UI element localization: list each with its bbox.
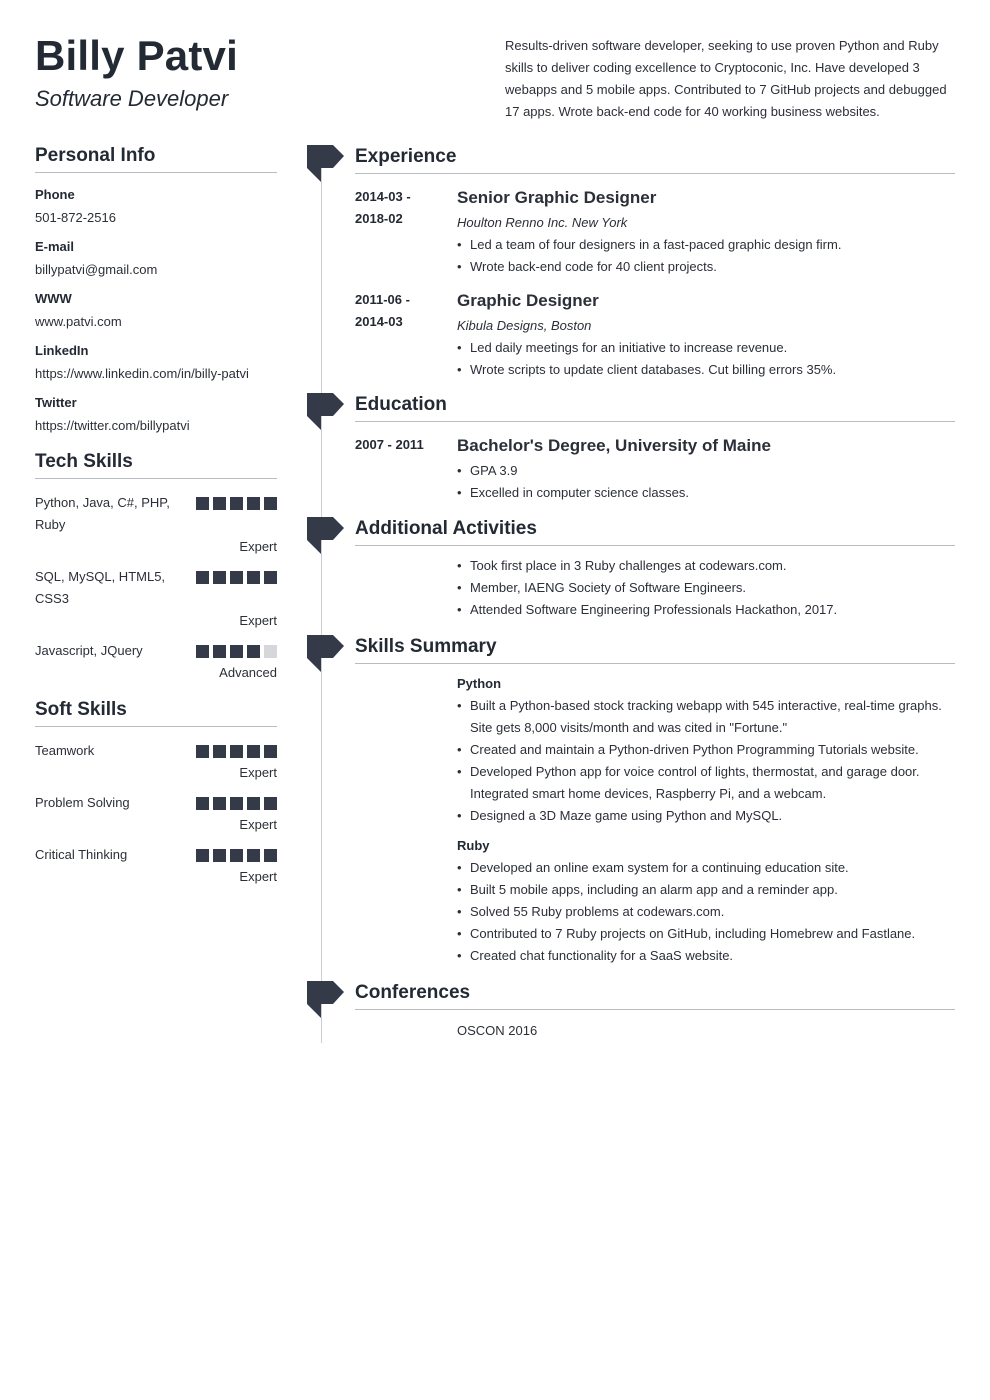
section-marker-icon (307, 981, 344, 1018)
skill-rating (196, 645, 277, 658)
activities-heading: Additional Activities (355, 518, 955, 546)
company-name: Kibula Designs, Boston (457, 318, 592, 333)
rating-square-icon (264, 745, 277, 758)
skill-row (35, 844, 277, 887)
section-marker-icon (307, 145, 344, 182)
skill-level: Expert (239, 613, 277, 628)
bullet-item: • Developed Python app for voice control of lights, thermostat, and garage door. Integrated smart home devices, Raspberry Pi, and a webcam. (457, 761, 955, 805)
rating-square-icon (247, 571, 260, 584)
personal-info-heading: Personal Info (35, 145, 277, 173)
twitter-value: https://twitter.com/billypatvi (35, 418, 190, 433)
skill-group-name: Ruby (457, 838, 490, 853)
skill-name: Problem Solving (35, 795, 130, 810)
skill-rating (196, 497, 277, 510)
experience-section (355, 146, 955, 381)
rating-square-icon (196, 797, 209, 810)
skill-row (35, 740, 277, 783)
rating-square-icon (196, 497, 209, 510)
rating-square-icon (196, 849, 209, 862)
bullet-item: • Took first place in 3 Ruby challenges at codewars.com. (457, 555, 955, 577)
personal-info-list (35, 186, 277, 436)
skill-name: SQL, MySQL, HTML5, CSS3 (35, 569, 166, 606)
bullet-item: • Excelled in computer science classes. (457, 482, 955, 504)
candidate-title: Software Developer (35, 86, 229, 111)
rating-square-icon (213, 645, 226, 658)
rating-square-icon (213, 497, 226, 510)
email-value: billypatvi@gmail.com (35, 262, 158, 277)
rating-square-icon (247, 797, 260, 810)
bullet-item: • Led a team of four designers in a fast-paced graphic design firm. (457, 234, 955, 256)
bullet-item: • Designed a 3D Maze game using Python and MySQL. (457, 805, 955, 827)
rating-square-icon (264, 797, 277, 810)
linkedin-label: LinkedIn (35, 343, 89, 358)
rating-square-icon (264, 571, 277, 584)
skill-name: Python, Java, C#, PHP, Ruby (35, 495, 170, 532)
rating-square-icon (247, 645, 260, 658)
entry-dates: 2007 - 2011 (355, 437, 424, 452)
bullet-item: • Member, IAENG Society of Software Engineers. (457, 577, 955, 599)
rating-square-icon (230, 497, 243, 510)
bullet-item: • Attended Software Engineering Professionals Hackathon, 2017. (457, 599, 955, 621)
left-column (35, 145, 277, 896)
experience-heading: Experience (355, 146, 955, 174)
skill-name: Teamwork (35, 743, 95, 758)
activities-section (355, 518, 955, 621)
rating-square-icon (230, 849, 243, 862)
rating-square-icon (247, 745, 260, 758)
phone-value: 501-872-2516 (35, 210, 116, 225)
entry-dates: 2014-03 - 2018-02 (355, 189, 411, 226)
rating-square-icon (213, 849, 226, 862)
conferences-section (355, 982, 955, 1042)
tech-skills-heading: Tech Skills (35, 451, 277, 479)
skill-rating (196, 797, 277, 810)
education-section (355, 394, 955, 504)
rating-square-icon (230, 571, 243, 584)
rating-square-icon (264, 849, 277, 862)
phone-label: Phone (35, 187, 75, 202)
candidate-name: Billy Patvi (35, 32, 238, 79)
skill-level: Expert (239, 869, 277, 884)
bullet-item: • GPA 3.9 (457, 460, 955, 482)
soft-skills-list (35, 740, 277, 887)
degree-title: Bachelor's Degree, University of Maine (457, 436, 771, 455)
profile-summary: Results-driven software developer, seeking to use proven Python and Ruby skills to deliver coding excellence to Cryptoconic, Inc. Have developed 3 webapps and 5 mobile apps. Contributed to 7 GitHub projects and debugged 17 apps. Wrote back-end code for 40 working business websites. (505, 38, 947, 119)
entry-bullets (457, 460, 955, 504)
experience-entry (355, 289, 955, 381)
section-marker-icon (307, 517, 344, 554)
skill-row (35, 566, 277, 631)
rating-square-icon (230, 797, 243, 810)
tech-skills-list (35, 492, 277, 683)
bullet-item: • Solved 55 Ruby problems at codewars.com. (457, 901, 955, 923)
skill-group-name: Python (457, 676, 502, 691)
skill-level: Expert (239, 765, 277, 780)
rating-square-icon (196, 645, 209, 658)
education-entry (355, 434, 955, 504)
rating-square-icon (196, 745, 209, 758)
company-name: Houlton Renno Inc. New York (457, 215, 628, 230)
skill-row (35, 492, 277, 557)
entry-bullets (457, 337, 955, 381)
rating-square-icon (264, 645, 277, 658)
bullet-item: • Led daily meetings for an initiative to increase revenue. (457, 337, 955, 359)
skill-group-bullets (457, 857, 955, 967)
conferences-heading: Conferences (355, 982, 955, 1010)
twitter-label: Twitter (35, 395, 77, 410)
skill-row (35, 792, 277, 835)
rating-square-icon (213, 797, 226, 810)
rating-square-icon (247, 849, 260, 862)
linkedin-value: https://www.linkedin.com/in/billy-patvi (35, 366, 249, 381)
soft-skills-heading: Soft Skills (35, 699, 277, 727)
section-marker-icon (307, 635, 344, 672)
skill-name: Critical Thinking (35, 847, 128, 862)
skills-summary-heading: Skills Summary (355, 636, 955, 664)
activities-bullets (457, 555, 955, 621)
skills-summary-section (355, 636, 955, 967)
rating-square-icon (213, 571, 226, 584)
bullet-item: • Contributed to 7 Ruby projects on GitHub, including Homebrew and Fastlane. (457, 923, 955, 945)
rating-square-icon (264, 497, 277, 510)
conference-item: OSCON 2016 (457, 1023, 538, 1038)
skill-rating (196, 849, 277, 862)
skill-level: Expert (239, 539, 277, 554)
bullet-item: • Built 5 mobile apps, including an alarm app and a reminder app. (457, 879, 955, 901)
skill-rating (196, 745, 277, 758)
rating-square-icon (230, 645, 243, 658)
entry-dates: 2011-06 - 2014-03 (355, 292, 410, 329)
bullet-item: • Wrote back-end code for 40 client projects. (457, 256, 955, 278)
skill-level: Expert (239, 817, 277, 832)
skill-name: Javascript, JQuery (35, 643, 143, 658)
timeline-line (321, 168, 322, 1043)
email-label: E-mail (35, 239, 75, 254)
www-label: WWW (35, 291, 72, 306)
bullet-item: • Wrote scripts to update client databases. Cut billing errors 35%. (457, 359, 955, 381)
bullet-item: • Developed an online exam system for a continuing education site. (457, 857, 955, 879)
job-title: Graphic Designer (457, 291, 599, 310)
entry-bullets (457, 234, 955, 278)
skill-level: Advanced (219, 665, 277, 680)
experience-entry (355, 186, 955, 278)
section-marker-icon (307, 393, 344, 430)
bullet-item: • Created chat functionality for a SaaS website. (457, 945, 955, 967)
skill-rating (196, 571, 277, 584)
www-value: www.patvi.com (35, 314, 122, 329)
skill-group-bullets (457, 695, 955, 827)
bullet-item: • Created and maintain a Python-driven Python Programming Tutorials website. (457, 739, 955, 761)
job-title: Senior Graphic Designer (457, 188, 657, 207)
bullet-item: • Built a Python-based stock tracking webapp with 545 interactive, real-time graphs. Site gets 8,000 visits/month and was cited in "Fortune." (457, 695, 955, 739)
rating-square-icon (230, 745, 243, 758)
education-heading: Education (355, 394, 955, 422)
rating-square-icon (213, 745, 226, 758)
skill-row (35, 640, 277, 683)
rating-square-icon (196, 571, 209, 584)
rating-square-icon (247, 497, 260, 510)
